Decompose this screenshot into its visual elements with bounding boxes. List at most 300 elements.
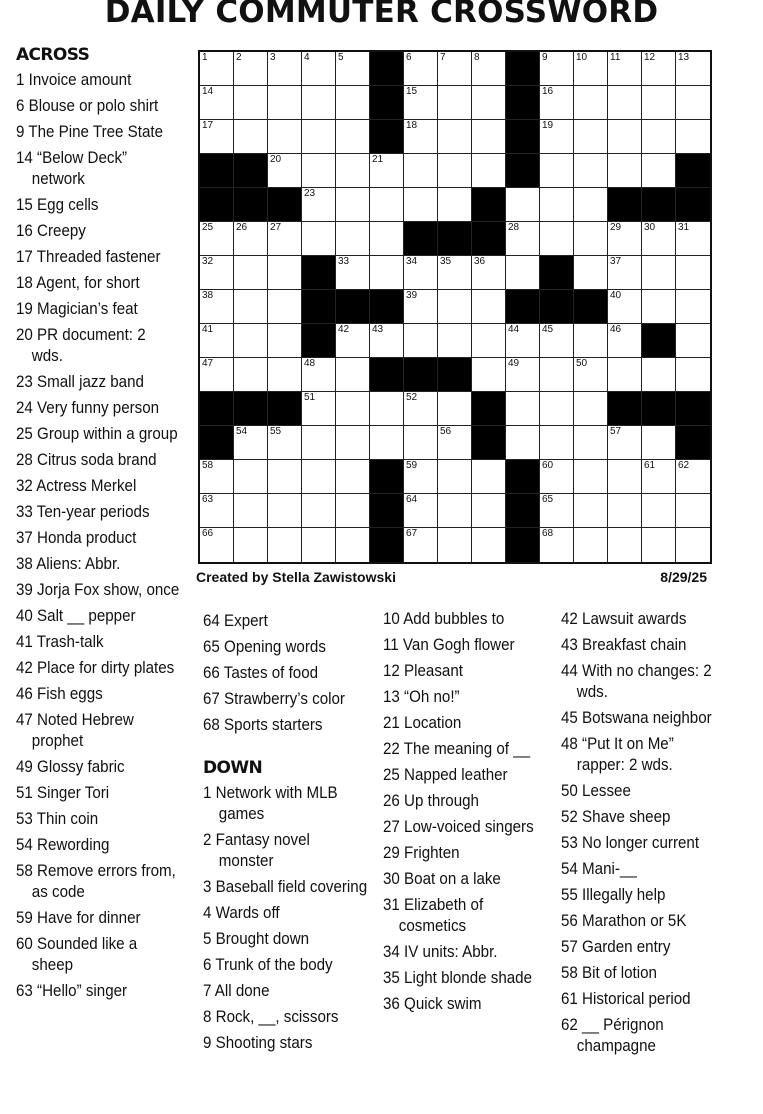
grid-cell[interactable]: [574, 120, 608, 154]
cell-number: 18: [406, 120, 418, 131]
grid-cell[interactable]: [608, 290, 642, 324]
cell-number: 4: [304, 52, 310, 63]
black-square: [370, 358, 404, 392]
grid-cell[interactable]: [540, 460, 574, 494]
clue-item: 27 Low-voiced singers: [383, 818, 534, 836]
grid-cell[interactable]: [200, 494, 234, 528]
grid-cell[interactable]: [438, 460, 472, 494]
grid-cell[interactable]: [472, 154, 506, 188]
cell-number: 26: [236, 222, 248, 233]
grid-cell[interactable]: [370, 324, 404, 358]
grid-cell[interactable]: [676, 290, 710, 324]
clue-item: 9 The Pine Tree State: [16, 123, 164, 141]
grid-cell[interactable]: [268, 494, 302, 528]
black-square: [302, 324, 336, 358]
grid-cell[interactable]: [234, 86, 268, 120]
black-square: [540, 290, 574, 324]
grid-cell[interactable]: [336, 52, 370, 86]
clue-item: 43 Breakfast chain: [561, 636, 687, 654]
black-square: [438, 222, 472, 256]
grid-cell[interactable]: [608, 256, 642, 290]
author-credit: Created by Stella Zawistowski: [196, 569, 396, 585]
grid-cell[interactable]: [642, 426, 676, 460]
black-square: [200, 392, 234, 426]
cell-number: 64: [406, 494, 418, 505]
puzzle-date: 8/29/25: [660, 569, 707, 585]
grid-cell[interactable]: [506, 222, 540, 256]
grid-cell[interactable]: [574, 358, 608, 392]
grid-cell[interactable]: [438, 290, 472, 324]
black-square: [370, 494, 404, 528]
grid-cell[interactable]: [268, 528, 302, 562]
grid-cell[interactable]: [200, 52, 234, 86]
grid-cell[interactable]: [642, 222, 676, 256]
grid-cell[interactable]: [574, 528, 608, 562]
grid-cell[interactable]: [200, 290, 234, 324]
grid-cell[interactable]: [438, 86, 472, 120]
clue-item: 28 Citrus soda brand: [16, 451, 157, 469]
clue-item: 25 Group within a group: [16, 425, 178, 443]
grid-cell[interactable]: [506, 392, 540, 426]
grid-cell[interactable]: [574, 426, 608, 460]
grid-cell[interactable]: [336, 120, 370, 154]
clue-item: 60 Sounded like a sheep: [16, 935, 138, 974]
cell-number: 1: [202, 52, 208, 63]
grid-cell[interactable]: [404, 154, 438, 188]
grid-cell[interactable]: [302, 426, 336, 460]
clue-item: 66 Tastes of food: [203, 664, 319, 682]
cell-number: 41: [202, 324, 214, 335]
clue-item: 62 __ Pérignon champagne: [561, 1016, 664, 1055]
grid-cell[interactable]: [642, 154, 676, 188]
grid-cell[interactable]: [336, 86, 370, 120]
grid-cell[interactable]: [268, 426, 302, 460]
grid-cell[interactable]: [404, 188, 438, 222]
grid-cell[interactable]: [200, 460, 234, 494]
cell-number: 37: [610, 256, 622, 267]
grid-cell[interactable]: [676, 52, 710, 86]
grid-cell[interactable]: [404, 86, 438, 120]
across-heading: ACROSS: [16, 45, 90, 65]
grid-cell[interactable]: [404, 324, 438, 358]
black-square: [608, 392, 642, 426]
cell-number: 2: [236, 52, 242, 63]
grid-cell[interactable]: [438, 324, 472, 358]
black-square: [506, 52, 540, 86]
grid-cell[interactable]: [540, 222, 574, 256]
grid-cell[interactable]: [642, 290, 676, 324]
grid-cell[interactable]: [302, 188, 336, 222]
down-heading: DOWN: [203, 758, 263, 778]
clue-item: 12 Pleasant: [383, 662, 463, 680]
black-square: [370, 52, 404, 86]
cell-number: 59: [406, 460, 418, 471]
grid-cell[interactable]: [438, 52, 472, 86]
cell-number: 51: [304, 392, 316, 403]
grid-cell[interactable]: [302, 358, 336, 392]
grid-cell[interactable]: [234, 120, 268, 154]
grid-cell[interactable]: [642, 460, 676, 494]
grid-cell[interactable]: [540, 324, 574, 358]
grid-cell[interactable]: [676, 358, 710, 392]
grid-cell[interactable]: [540, 120, 574, 154]
grid-cell[interactable]: [676, 324, 710, 358]
grid-cell[interactable]: [574, 324, 608, 358]
clue-item: 58 Bit of lotion: [561, 964, 657, 982]
cell-number: 66: [202, 528, 214, 539]
black-square: [234, 188, 268, 222]
grid-cell[interactable]: [506, 256, 540, 290]
grid-cell[interactable]: [608, 222, 642, 256]
black-square: [370, 120, 404, 154]
clue-item: 8 Rock, __, scissors: [203, 1008, 339, 1026]
clue-column-4: [561, 609, 738, 1062]
grid-cell[interactable]: [540, 52, 574, 86]
clue-item: 2 Fantasy novel monster: [203, 831, 310, 870]
grid-cell[interactable]: [234, 460, 268, 494]
grid-cell[interactable]: [608, 494, 642, 528]
black-square: [404, 222, 438, 256]
black-square: [676, 392, 710, 426]
grid-cell[interactable]: [438, 426, 472, 460]
grid-cell[interactable]: [370, 222, 404, 256]
grid-cell[interactable]: [608, 358, 642, 392]
grid-cell[interactable]: [472, 460, 506, 494]
cell-number: 28: [508, 222, 520, 233]
grid-cell[interactable]: [540, 154, 574, 188]
grid-cell[interactable]: [268, 86, 302, 120]
crossword-grid: [198, 50, 712, 564]
grid-cell[interactable]: [676, 494, 710, 528]
grid-cell[interactable]: [234, 324, 268, 358]
grid-cell[interactable]: [336, 324, 370, 358]
clue-item: 49 Glossy fabric: [16, 758, 125, 776]
clue-item: 44 With no changes: 2 wds.: [561, 662, 712, 701]
grid-cell[interactable]: [234, 494, 268, 528]
cell-number: 38: [202, 290, 214, 301]
grid-cell[interactable]: [336, 392, 370, 426]
grid-cell[interactable]: [234, 528, 268, 562]
grid-cell[interactable]: [608, 120, 642, 154]
grid-cell[interactable]: [336, 358, 370, 392]
grid-cell[interactable]: [676, 460, 710, 494]
grid-cell[interactable]: [404, 460, 438, 494]
cell-number: 40: [610, 290, 622, 301]
clue-item: 40 Salt __ pepper: [16, 607, 136, 625]
cell-number: 14: [202, 86, 214, 97]
grid-cell[interactable]: [472, 120, 506, 154]
clue-item: 30 Boat on a lake: [383, 870, 501, 888]
grid-cell[interactable]: [574, 222, 608, 256]
grid-cell[interactable]: [574, 52, 608, 86]
clue-item: 25 Napped leather: [383, 766, 508, 784]
grid-cell[interactable]: [574, 256, 608, 290]
clue-item: 3 Baseball field covering: [203, 878, 368, 896]
cell-number: 39: [406, 290, 418, 301]
clue-item: 63 “Hello” singer: [16, 982, 128, 1000]
grid-cell[interactable]: [302, 460, 336, 494]
clue-item: 31 Elizabeth of cosmetics: [383, 896, 484, 935]
grid-cell[interactable]: [234, 426, 268, 460]
grid-cell[interactable]: [336, 426, 370, 460]
clue-column-2: [203, 611, 380, 1059]
grid-cell[interactable]: [268, 460, 302, 494]
cell-number: 19: [542, 120, 554, 131]
grid-cell[interactable]: [370, 188, 404, 222]
grid-cell[interactable]: [302, 154, 336, 188]
grid-cell[interactable]: [506, 426, 540, 460]
grid-cell[interactable]: [370, 392, 404, 426]
across-clue-column: [16, 45, 193, 1007]
cell-number: 5: [338, 52, 344, 63]
grid-cell[interactable]: [608, 324, 642, 358]
black-square: [676, 154, 710, 188]
clue-item: 68 Sports starters: [203, 716, 323, 734]
grid-cell[interactable]: [438, 528, 472, 562]
clue-item: 34 IV units: Abbr.: [383, 943, 498, 961]
black-square: [200, 426, 234, 460]
black-square: [540, 256, 574, 290]
grid-cell[interactable]: [404, 426, 438, 460]
grid-cell[interactable]: [472, 86, 506, 120]
grid-cell[interactable]: [234, 256, 268, 290]
grid-cell[interactable]: [472, 358, 506, 392]
grid-cell[interactable]: [574, 392, 608, 426]
grid-cell[interactable]: [438, 392, 472, 426]
grid-cell[interactable]: [302, 222, 336, 256]
grid-cell[interactable]: [336, 494, 370, 528]
grid-cell[interactable]: [370, 426, 404, 460]
grid-cell[interactable]: [608, 460, 642, 494]
clue-item: 65 Opening words: [203, 638, 326, 656]
grid-cell[interactable]: [472, 256, 506, 290]
grid-cell[interactable]: [302, 120, 336, 154]
clue-item: 1 Invoice amount: [16, 71, 132, 89]
grid-cell[interactable]: [200, 222, 234, 256]
clue-item: 22 The meaning of __: [383, 740, 531, 758]
grid-cell[interactable]: [438, 188, 472, 222]
grid-cell[interactable]: [302, 494, 336, 528]
grid-cell[interactable]: [234, 222, 268, 256]
grid-cell[interactable]: [574, 154, 608, 188]
grid-cell[interactable]: [438, 154, 472, 188]
black-square: [676, 188, 710, 222]
grid-cell[interactable]: [472, 494, 506, 528]
grid-cell[interactable]: [608, 426, 642, 460]
grid-cell[interactable]: [574, 494, 608, 528]
grid-cell[interactable]: [268, 290, 302, 324]
black-square: [642, 392, 676, 426]
clue-item: 61 Historical period: [561, 990, 691, 1008]
black-square: [268, 188, 302, 222]
grid-cell[interactable]: [438, 256, 472, 290]
grid-cell[interactable]: [336, 528, 370, 562]
grid-cell[interactable]: [608, 86, 642, 120]
cell-number: 36: [474, 256, 486, 267]
cell-number: 34: [406, 256, 418, 267]
grid-cell[interactable]: [200, 120, 234, 154]
grid-cell[interactable]: [268, 358, 302, 392]
clue-item: 42 Lawsuit awards: [561, 610, 687, 628]
black-square: [302, 290, 336, 324]
grid-cell[interactable]: [540, 358, 574, 392]
clue-item: 13 “Oh no!”: [383, 688, 460, 706]
clue-item: 11 Van Gogh flower: [383, 636, 515, 654]
grid-cell[interactable]: [336, 460, 370, 494]
clue-item: 48 “Put It on Me” rapper: 2 wds.: [561, 735, 674, 774]
grid-cell[interactable]: [642, 358, 676, 392]
black-square: [404, 358, 438, 392]
clue-item: 9 Shooting stars: [203, 1034, 313, 1052]
clue-item: 5 Brought down: [203, 930, 310, 948]
clue-item: 46 Fish eggs: [16, 685, 103, 703]
grid-cell[interactable]: [676, 222, 710, 256]
grid-cell[interactable]: [472, 52, 506, 86]
grid-cell[interactable]: [506, 358, 540, 392]
black-square: [438, 358, 472, 392]
grid-cell[interactable]: [676, 528, 710, 562]
grid-cell[interactable]: [234, 52, 268, 86]
cell-number: 55: [270, 426, 282, 437]
grid-cell[interactable]: [472, 324, 506, 358]
grid-cell[interactable]: [268, 154, 302, 188]
grid-cell[interactable]: [574, 86, 608, 120]
black-square: [200, 154, 234, 188]
clue-item: 52 Shave sheep: [561, 808, 671, 826]
grid-cell[interactable]: [676, 86, 710, 120]
grid-cell[interactable]: [404, 290, 438, 324]
grid-cell[interactable]: [642, 494, 676, 528]
grid-cell[interactable]: [302, 52, 336, 86]
clue-item: 23 Small jazz band: [16, 373, 144, 391]
grid-cell[interactable]: [540, 528, 574, 562]
grid-cell[interactable]: [336, 256, 370, 290]
grid-cell[interactable]: [370, 256, 404, 290]
cell-number: 13: [678, 52, 690, 63]
grid-cell[interactable]: [200, 358, 234, 392]
cell-number: 30: [644, 222, 656, 233]
grid-cell[interactable]: [642, 120, 676, 154]
black-square: [506, 528, 540, 562]
grid-cell[interactable]: [506, 188, 540, 222]
clue-item: 51 Singer Tori: [16, 784, 110, 802]
grid-cell[interactable]: [302, 528, 336, 562]
grid-cell[interactable]: [268, 120, 302, 154]
cell-number: 20: [270, 154, 282, 165]
grid-cell[interactable]: [608, 154, 642, 188]
cell-number: 62: [678, 460, 690, 471]
grid-cell[interactable]: [438, 494, 472, 528]
grid-cell[interactable]: [268, 222, 302, 256]
cell-number: 23: [304, 188, 316, 199]
grid-cell[interactable]: [404, 256, 438, 290]
clue-item: 7 All done: [203, 982, 270, 1000]
grid-cell[interactable]: [200, 256, 234, 290]
grid-cell[interactable]: [404, 494, 438, 528]
grid-cell[interactable]: [540, 426, 574, 460]
cell-number: 47: [202, 358, 214, 369]
clue-item: 59 Have for dinner: [16, 909, 141, 927]
cell-number: 46: [610, 324, 622, 335]
clue-item: 39 Jorja Fox show, once: [16, 581, 180, 599]
clue-item: 4 Wards off: [203, 904, 280, 922]
black-square: [574, 290, 608, 324]
grid-cell[interactable]: [336, 154, 370, 188]
clue-item: 56 Marathon or 5K: [561, 912, 687, 930]
black-square: [506, 120, 540, 154]
grid-cell[interactable]: [404, 52, 438, 86]
grid-cell[interactable]: [336, 188, 370, 222]
grid-cell[interactable]: [404, 392, 438, 426]
cell-number: 49: [508, 358, 520, 369]
cell-number: 17: [202, 120, 214, 131]
clue-item: 32 Actress Merkel: [16, 477, 137, 495]
grid-cell[interactable]: [268, 52, 302, 86]
grid-cell[interactable]: [642, 528, 676, 562]
grid-cell[interactable]: [540, 392, 574, 426]
grid-cell[interactable]: [302, 392, 336, 426]
cell-number: 31: [678, 222, 690, 233]
clue-item: 38 Aliens: Abbr.: [16, 555, 121, 573]
black-square: [642, 188, 676, 222]
grid-cell[interactable]: [336, 222, 370, 256]
clue-item: 55 Illegally help: [561, 886, 666, 904]
grid-cell[interactable]: [540, 494, 574, 528]
cell-number: 11: [610, 52, 621, 63]
grid-cell[interactable]: [574, 460, 608, 494]
grid-cell[interactable]: [608, 528, 642, 562]
cell-number: 44: [508, 324, 520, 335]
grid-cell[interactable]: [642, 86, 676, 120]
grid-cell[interactable]: [370, 154, 404, 188]
cell-number: 25: [202, 222, 214, 233]
grid-cell[interactable]: [200, 528, 234, 562]
grid-cell[interactable]: [540, 188, 574, 222]
grid-cell[interactable]: [200, 86, 234, 120]
clue-item: 16 Creepy: [16, 222, 86, 240]
grid-cell[interactable]: [472, 528, 506, 562]
clue-item: 19 Magician’s feat: [16, 300, 138, 318]
grid-cell[interactable]: [234, 358, 268, 392]
grid-cell[interactable]: [676, 256, 710, 290]
cell-number: 16: [542, 86, 554, 97]
grid-cell[interactable]: [268, 256, 302, 290]
grid-cell[interactable]: [608, 52, 642, 86]
grid-cell[interactable]: [676, 120, 710, 154]
grid-cell[interactable]: [302, 86, 336, 120]
grid-cell[interactable]: [574, 188, 608, 222]
black-square: [472, 392, 506, 426]
grid-cell[interactable]: [200, 324, 234, 358]
black-square: [506, 290, 540, 324]
clue-item: 54 Mani-__: [561, 860, 637, 878]
clue-item: 50 Lessee: [561, 782, 631, 800]
grid-cell[interactable]: [472, 290, 506, 324]
grid-cell[interactable]: [268, 324, 302, 358]
cell-number: 6: [406, 52, 412, 63]
grid-cell[interactable]: [506, 324, 540, 358]
grid-cell[interactable]: [642, 256, 676, 290]
clue-item: 36 Quick swim: [383, 995, 482, 1013]
cell-number: 12: [644, 52, 656, 63]
grid-cell[interactable]: [438, 120, 472, 154]
grid-cell[interactable]: [540, 86, 574, 120]
grid-cell[interactable]: [404, 528, 438, 562]
grid-cell[interactable]: [642, 52, 676, 86]
clue-item: 29 Frighten: [383, 844, 460, 862]
grid-cell[interactable]: [404, 120, 438, 154]
grid-cell[interactable]: [234, 290, 268, 324]
